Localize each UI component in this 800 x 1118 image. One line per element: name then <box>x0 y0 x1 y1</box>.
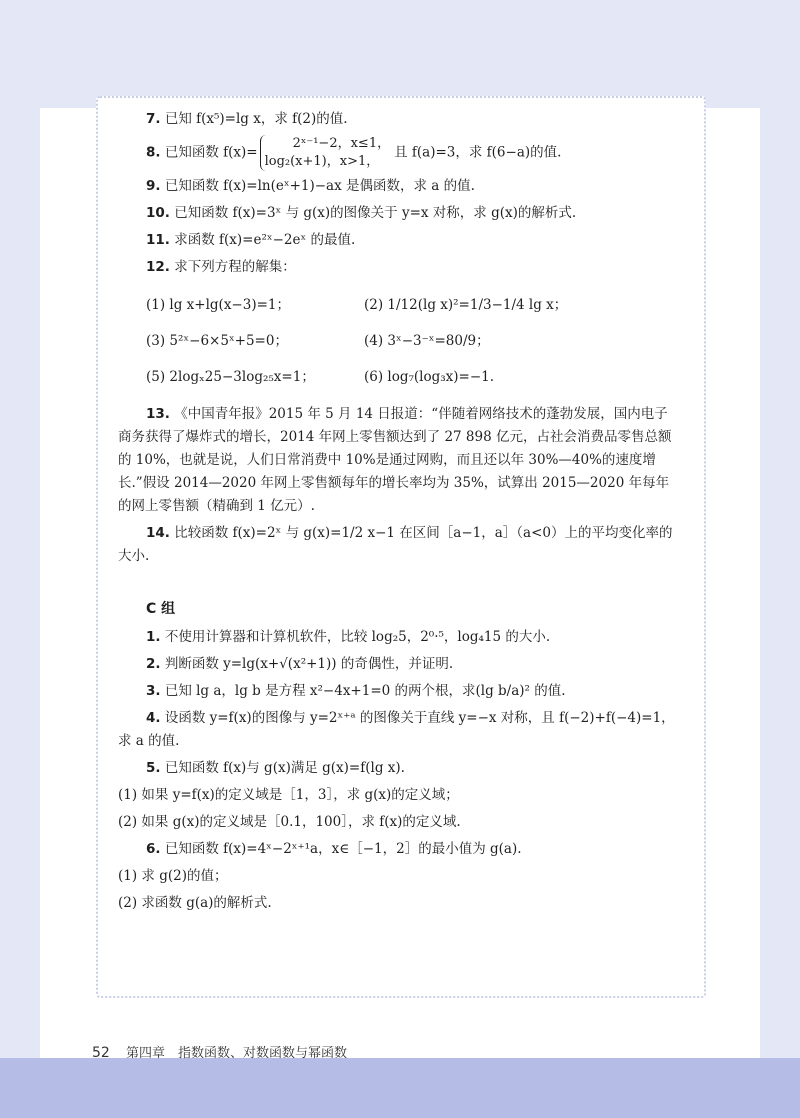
c-problem-6 <box>118 838 678 861</box>
case-1: 2ˣ⁻¹−2，x≤1， <box>292 136 391 151</box>
problem-13 <box>118 403 678 518</box>
problem-number: 8. <box>146 144 161 161</box>
problem-text: 求函数 f(x)=e²ˣ−2eˣ 的最值. <box>174 232 356 248</box>
page-right-band <box>760 0 800 1118</box>
c-problem-5-part-1: (1) 如果 y=f(x)的定义域是［1，3］，求 g(x)的定义域； <box>118 787 459 803</box>
problem-number: 4. <box>146 710 161 726</box>
problem-number: 3. <box>146 683 161 699</box>
page-top-band <box>0 0 800 108</box>
problem-9 <box>118 175 678 198</box>
problem-text: 比较函数 f(x)=2ˣ 与 g(x)=1/2 x−1 在区间［a−1，a］（a<0）上的平均变化率的大小. <box>118 525 673 564</box>
problem-12 <box>118 256 678 279</box>
equation-item: (4) 3ˣ−3⁻ˣ=80/9； <box>364 333 490 349</box>
case-2: log₂(x+1)，x>1， <box>264 154 380 169</box>
chapter-title: 第四章 指数函数、对数函数与幂函数 <box>125 1046 347 1061</box>
problem-text: 已知 f(x⁵)=lg x，求 f(2)的值. <box>164 111 348 127</box>
problem-text-tail: 且 f(a)=3，求 f(6−a)的值. <box>394 144 562 161</box>
page-number: 52 <box>92 1045 110 1061</box>
problem-number: 9. <box>146 178 161 194</box>
c-problem-3 <box>118 680 678 703</box>
problem-number: 12. <box>146 259 170 275</box>
problem-number: 10. <box>146 205 170 221</box>
problem-number: 14. <box>146 525 170 541</box>
equation-item: (6) log₇(log₃x)=−1. <box>364 369 495 385</box>
problem-8 <box>118 135 678 171</box>
problem-number: 1. <box>146 629 161 645</box>
c-problem-6-part-1: (1) 求 g(2)的值； <box>118 868 228 884</box>
problem-text: 设函数 y=f(x)的图像与 y=2ˣ⁺ᵃ 的图像关于直线 y=−x 对称，且 f(−2)+f(−4)=1，求 a 的值. <box>118 710 675 749</box>
c-problem-6-part-2: (2) 求函数 g(a)的解析式. <box>118 895 272 911</box>
problem-number: 5. <box>146 760 161 776</box>
problem-text: 已知函数 f(x)=3ˣ 与 g(x)的图像关于 y=x 对称，求 g(x)的解析式. <box>174 205 577 221</box>
problem-text: 已知函数 f(x)=ln(eˣ+1)−ax 是偶函数，求 a 的值. <box>164 178 475 194</box>
equation-item: (3) 5²ˣ−6×5ˣ+5=0； <box>146 333 288 349</box>
page-footer <box>92 1042 347 1061</box>
problem-14 <box>118 522 678 568</box>
equation-list <box>146 287 678 395</box>
c-problem-5-part-2: (2) 如果 g(x)的定义域是［0.1，100］，求 f(x)的定义域. <box>118 814 461 830</box>
problem-text: 已知函数 f(x)= <box>164 144 258 161</box>
equation-item: (2) 1/12(lg x)²=1/3−1/4 lg x； <box>364 297 568 313</box>
c-problem-1 <box>118 626 678 649</box>
problem-number: 13. <box>146 406 170 422</box>
problem-number: 7. <box>146 111 161 127</box>
problem-text: 《中国青年报》2015 年 5 月 14 日报道：“伴随着网络技术的蓬勃发展，国内电子商务获得了爆炸式的增长，2014 年网上零售额达到了 27 898 亿元，占社会消费品零售总额的 10%，也就是说，人们日常消费中 10%是通过网购，而且还以年 30%—40%的速度增长.”假设 2014—2020 年网上零售额每年的增长率均为 35%，试算出 2015—2020 年每年的网上零售额（精确到 1 亿元）. <box>118 406 672 514</box>
problem-text: 已知函数 f(x)=4ˣ−2ˣ⁺¹a，x∈［−1，2］的最小值为 g(a). <box>164 841 522 857</box>
problem-7 <box>118 108 678 131</box>
piecewise-brace <box>260 135 391 171</box>
problem-text: 已知 lg a，lg b 是方程 x²−4x+1=0 的两个根，求(lg b/a)² 的值. <box>164 683 566 699</box>
c-problem-4 <box>118 707 678 753</box>
problem-10 <box>118 202 678 225</box>
problem-text: 已知函数 f(x)与 g(x)满足 g(x)=f(lg x). <box>164 760 405 776</box>
problem-text: 不使用计算器和计算机软件，比较 log₂5，2⁰·⁵，log₄15 的大小. <box>164 629 551 645</box>
problem-number: 2. <box>146 656 161 672</box>
equation-item: (1) lg x+lg(x−3)=1； <box>146 297 290 313</box>
page-left-band <box>0 0 40 1118</box>
group-c-title: C 组 <box>146 601 176 617</box>
equation-item: (5) 2logₓ25−3log₂₅x=1； <box>146 369 315 385</box>
c-problem-2 <box>118 653 678 676</box>
problem-11 <box>118 229 678 252</box>
problem-text: 求下列方程的解集： <box>174 259 296 275</box>
problem-number: 11. <box>146 232 170 248</box>
c-problem-5 <box>118 757 678 780</box>
exercise-content <box>118 108 678 919</box>
problem-text: 判断函数 y=lg(x+√(x²+1)) 的奇偶性，并证明. <box>164 656 454 672</box>
page-bottom-band <box>0 1058 800 1118</box>
problem-number: 6. <box>146 841 161 857</box>
